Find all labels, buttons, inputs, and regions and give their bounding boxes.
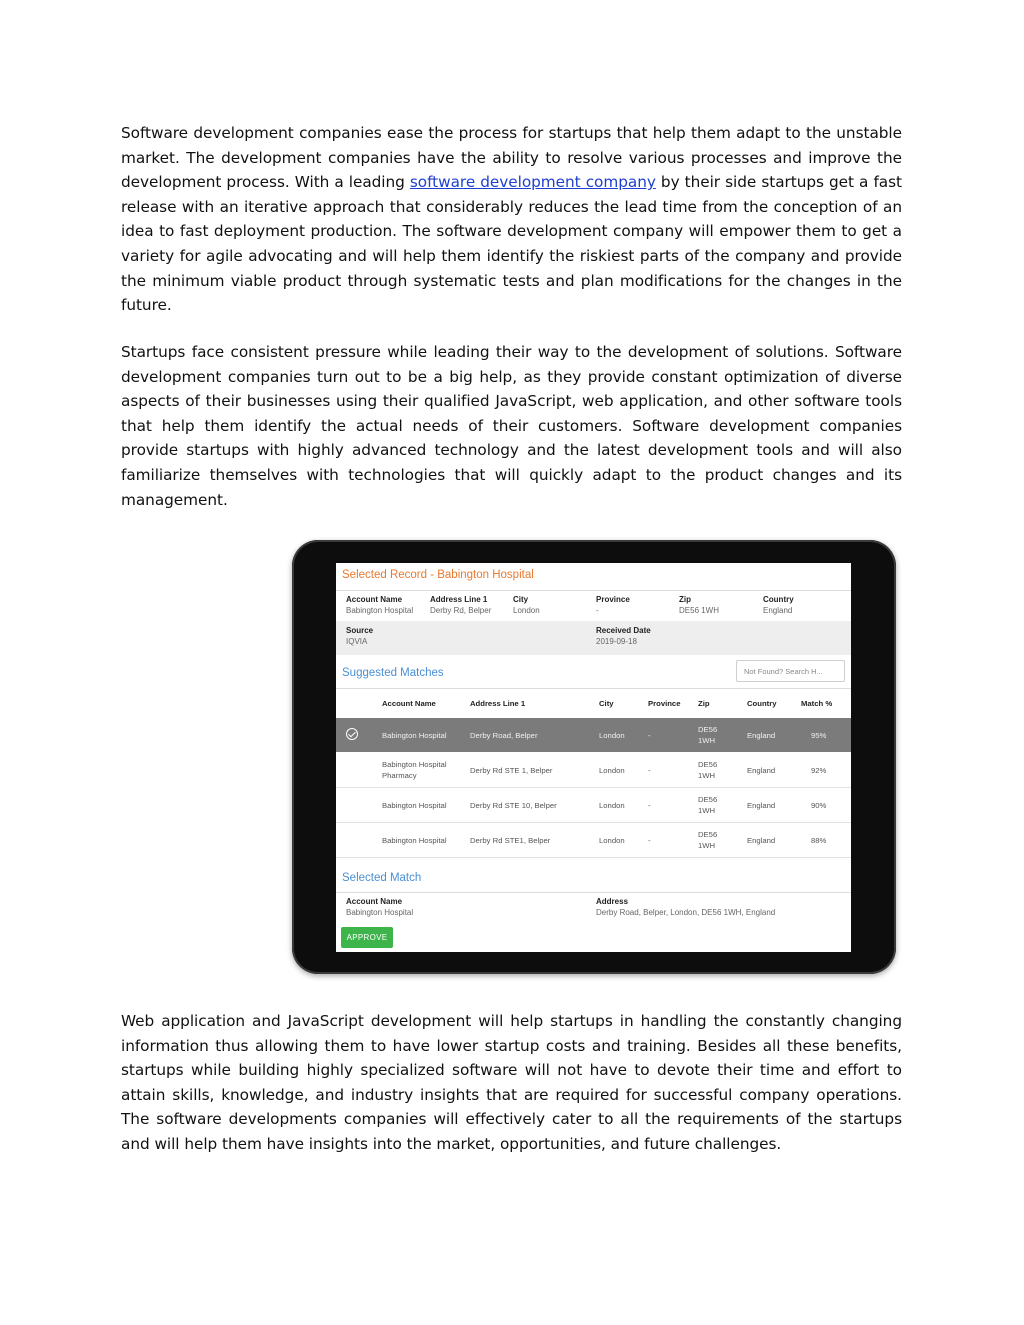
source-value: IQVIA [346,637,368,646]
paragraph-2: Startups face consistent pressure while leading their way to the development of solutions. Software development companies turn out to be a big help, as they provide constant optimization of diverse aspects of their businesses using their qualified JavaScript, web application, and other software tools that help them identify the actual needs of their customers. Software development companies provide startups with highly advanced technology and the latest development tools and will also familiarize themselves with technologies that will quickly adapt to the product changes and its management. [121,343,902,509]
address-label: Address Line 1 [430,595,488,604]
zip-label: Zip [679,595,691,604]
col-province[interactable]: Province [648,699,681,708]
paragraph-3: Web application and JavaScript development will help startups in handling the constantly changing information thus allowing them to have lower startup costs and training. Besides all these benefits, startups while building highly specialized software will not have to devote their time and effort to attain skills, knowledge, and industry insights that are required for successful company operations. The software developments companies will effectively cater to all the requirements of the startups and will help them have insights into the market, opportunities, and future challenges. [121,1012,902,1153]
check-circle-icon [346,728,358,740]
cell-zip-2: 1WH [698,841,716,850]
cell-match: 95% [811,731,827,740]
zip-value: DE56 1WH [679,606,720,615]
cell-country: England [747,801,776,810]
cell-zip-2: 1WH [698,806,716,815]
search-input[interactable]: Not Found? Search H... [736,660,845,682]
cell-zip-2: 1WH [698,736,716,745]
address-value: Derby Rd, Belper [430,606,492,615]
software-development-company-link[interactable]: software development company [409,173,656,192]
col-match[interactable]: Match % [801,699,833,708]
cell-country: England [747,836,776,845]
cell-zip-2: 1WH [698,771,716,780]
paragraph-1 [121,121,902,318]
cell-account: Babington Hospital Pharmacy [382,760,447,780]
selected-record-title: Selected Record - Babington Hospital [342,569,534,581]
source-label: Source [346,626,374,635]
suggested-matches-title: Suggested Matches [342,667,444,679]
cell-account: Babington Hospital [382,836,447,845]
cell-match: 90% [811,801,827,810]
cell-address: Derby Rd STE 1, Belper [470,766,553,775]
approve-button[interactable]: APPROVE [341,927,393,948]
col-zip[interactable]: Zip [698,699,710,708]
country-label: Country [763,595,794,604]
cell-city: London [599,766,625,775]
table-row[interactable] [336,823,851,858]
divider [336,688,851,689]
col-city[interactable]: City [599,699,614,708]
table-row[interactable] [336,753,851,788]
cell-zip-1: DE56 [698,830,718,839]
selected-account-value: Babington Hospital [346,908,414,917]
cell-country: England [747,731,776,740]
country-value: England [763,606,793,615]
selected-match-title: Selected Match [342,872,422,884]
selected-address-label: Address [596,897,629,906]
cell-address: Derby Road, Belper [470,731,538,740]
received-date-label: Received Date [596,626,651,635]
cell-province: - [648,766,651,775]
cell-match: 88% [811,836,827,845]
cell-province: - [648,731,651,740]
cell-province: - [648,836,651,845]
cell-address: Derby Rd STE 10, Belper [470,801,557,810]
cell-province: - [648,801,651,810]
col-country[interactable]: Country [747,699,777,708]
selected-account-label: Account Name [346,897,403,906]
cell-city: London [599,801,625,810]
province-label: Province [596,595,630,604]
col-account-name[interactable]: Account Name [382,699,436,708]
cell-match: 92% [811,766,827,775]
account-name-value: Babington Hospital [346,606,414,615]
selected-address-value: Derby Road, Belper, London, DE56 1WH, England [596,908,776,917]
cell-zip-1: DE56 [698,795,718,804]
table-row[interactable] [336,788,851,823]
divider [336,892,851,893]
table-row[interactable] [336,718,851,752]
col-address[interactable]: Address Line 1 [470,699,526,708]
account-name-label: Account Name [346,595,403,604]
paragraph-1-text-b: by their side startups get a fast release with an iterative approach that considerably reduces the lead time from the conception of an idea to fast deployment production. The software development company will empower them to get a variety for agile advocating and will help them identify the riskiest parts of the company and provide the minimum viable product through systematic tests and plan modifications for the changes in the future. [121,173,902,315]
cell-address: Derby Rd STE1, Belper [470,836,551,845]
cell-zip-1: DE56 [698,760,718,769]
cell-city: London [599,731,625,740]
cell-country: England [747,766,776,775]
cell-account: Babington Hospital [382,731,447,740]
divider [336,590,851,591]
paragraph-1-text-a: Software development companies ease the process for startups that help them adapt to the unstable market. The development companies have the ability to resolve various processes and improve the development process. With a leading [121,124,902,192]
cell-zip-1: DE56 [698,725,718,734]
tablet-screen [336,563,851,952]
tablet-image [292,540,896,974]
city-value: London [513,606,540,615]
source-band [336,621,851,655]
cell-account: Babington Hospital [382,801,447,810]
province-value: - [596,606,599,615]
received-date-value: 2019-09-18 [596,637,637,646]
city-label: City [513,595,529,604]
cell-city: London [599,836,625,845]
